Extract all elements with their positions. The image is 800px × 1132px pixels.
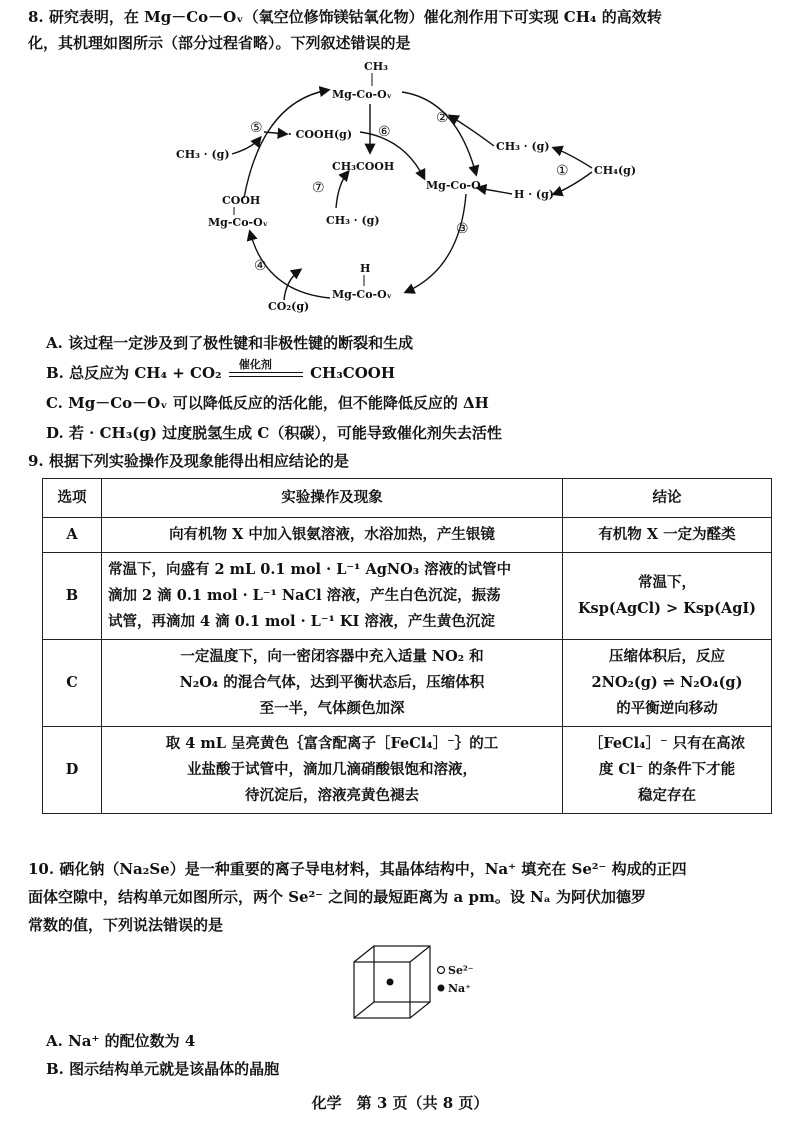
- op-line: N₂O₄ 的混合气体，达到平衡状态后，压缩体积: [179, 674, 485, 691]
- table-row-c: [43, 640, 772, 727]
- cooh-label: COOH: [222, 194, 261, 207]
- arrow-ch3-right-in: [450, 116, 494, 146]
- ch3-radical-left-label: CH₃ · (g): [176, 148, 230, 161]
- row-a-option: A: [43, 518, 102, 553]
- na-ion-dot: [387, 979, 394, 986]
- row-d-conclusion: [563, 727, 772, 814]
- cube-front-face: [354, 962, 410, 1018]
- concl-line: ［FeCl₄］⁻ 只有在高浓: [588, 735, 746, 752]
- concl-line: 的平衡逆向移动: [616, 700, 718, 717]
- se-legend-marker: [438, 967, 445, 974]
- crystal-cube-diagram: [340, 942, 510, 1024]
- op-line: 滴加 2 滴 0.1 mol · L⁻¹ NaCl 溶液，产生白色沉淀，振荡: [108, 587, 501, 604]
- equal-double-line: [229, 372, 303, 377]
- mechanism-diagram: [160, 58, 660, 320]
- table-row-d: [43, 727, 772, 814]
- page-footer: 化学 第 3 页（共 8 页）: [311, 1094, 489, 1112]
- op-line: 至一半，气体颜色加深: [259, 700, 405, 717]
- concl-line: 度 Cl⁻ 的条件下才能: [598, 761, 736, 778]
- cube-back-face: [374, 946, 430, 1002]
- se-legend-label: Se²⁻: [448, 964, 474, 977]
- q8-option-b: [46, 360, 395, 386]
- ch3-radical-right-label: CH₃ · (g): [496, 140, 550, 153]
- step-3-marker: ③: [456, 221, 469, 237]
- q8-stem-line1: 8. 研究表明，在 Mg－Co－Oᵥ（氧空位修饰镁钴氧化物）催化剂作用下可实现 CH₄ 的高效转: [28, 8, 662, 26]
- na-legend-label: Na⁺: [448, 982, 471, 995]
- row-c-option: C: [43, 640, 102, 727]
- q10-option-b: B. 图示结构单元就是该晶体的晶胞: [46, 1060, 280, 1078]
- row-b-operation: [102, 553, 563, 640]
- op-line: 一定温度下，向一密闭容器中充入适量 NO₂ 和: [180, 648, 484, 665]
- step-6-marker: ⑥: [378, 124, 391, 140]
- catalyst-right-label: Mg-Co-Oᵥ: [426, 179, 487, 192]
- header-conclusion: 结论: [563, 479, 772, 518]
- ch3-radical-inner-label: CH₃ · (g): [326, 214, 380, 227]
- q10-option-a: A. Na⁺ 的配位数为 4: [46, 1032, 196, 1050]
- cube-edge: [354, 1002, 374, 1018]
- concl-line: 稳定存在: [638, 787, 696, 804]
- concl-line: Ksp(AgCl) > Ksp(AgI): [577, 600, 757, 617]
- q10-stem-line1: 10. 硒化钠（Na₂Se）是一种重要的离子导电材料，其晶体结构中，Na⁺ 填充在 Se²⁻ 构成的正四: [28, 860, 687, 878]
- row-a-conclusion: [563, 518, 772, 553]
- op-line: 常温下，向盛有 2 mL 0.1 mol · L⁻¹ AgNO₃ 溶液的试管中: [108, 561, 512, 578]
- catalyst-left-label: Mg-Co-Oᵥ: [208, 216, 269, 229]
- table-row-a: [43, 518, 772, 553]
- op-line: 取 4 mL 呈亮黄色｛富含配离子［FeCl₄］⁻｝的工: [165, 735, 499, 752]
- row-d-option: D: [43, 727, 102, 814]
- cooh-gas-label: · COOH(g): [288, 128, 353, 141]
- arrow-step7: [336, 172, 348, 208]
- q8-option-d: D. 若 · CH₃(g) 过度脱氢生成 C（积碳），可能导致催化剂失去活性: [46, 424, 502, 442]
- concl-line: 2NO₂(g) ⇌ N₂O₄(g): [591, 674, 743, 691]
- q8-option-b-product: CH₃COOH: [310, 364, 396, 382]
- cube-edge: [410, 946, 430, 962]
- row-c-conclusion: [563, 640, 772, 727]
- table-header-row: [43, 479, 772, 518]
- catalyst-arrow: [227, 358, 305, 384]
- step-7-marker: ⑦: [312, 180, 325, 196]
- concl-line: 压缩体积后，反应: [609, 648, 725, 665]
- arrow-ch3-left-in: [232, 138, 260, 154]
- step-4-marker: ④: [254, 258, 267, 274]
- header-operation: 实验操作及现象: [102, 479, 563, 518]
- q8-option-b-reactants: B. 总反应为 CH₄ + CO₂: [46, 364, 222, 382]
- cube-edge: [410, 1002, 430, 1018]
- op-line: 业盐酸于试管中，滴加几滴硝酸银饱和溶液，: [187, 761, 477, 778]
- q10-stem-line2: 面体空隙中，结构单元如图所示，两个 Se²⁻ 之间的最短距离为 a pm。设 Nₐ 为阿伏加德罗: [28, 888, 646, 906]
- q8-option-a: A. 该过程一定涉及到了极性键和非极性键的断裂和生成: [46, 334, 414, 352]
- ch4-gas-label: CH₄(g): [594, 164, 637, 177]
- op-line: 待沉淀后，溶液亮黄色褪去: [245, 787, 419, 804]
- q9-stem: 9. 根据下列实验操作及现象能得出相应结论的是: [28, 452, 349, 470]
- op-line: 向有机物 X 中加入银氨溶液，水浴加热，产生银镜: [169, 526, 495, 543]
- row-b-option: B: [43, 553, 102, 640]
- catalyst-label: 催化剂: [238, 358, 272, 371]
- na-legend-marker: [438, 985, 445, 992]
- row-d-operation: [102, 727, 563, 814]
- step-5-marker: ⑤: [250, 120, 263, 136]
- q8-stem-line2: 化，其机理如图所示（部分过程省略）。下列叙述错误的是: [28, 34, 411, 52]
- co2-gas-label: CO₂(g): [268, 300, 310, 313]
- op-line: 试管，再滴加 4 滴 0.1 mol · L⁻¹ KI 溶液，产生黄色沉淀: [108, 613, 495, 630]
- h-radical-label: H · (g): [514, 188, 554, 201]
- ch3cooh-label: CH₃COOH: [332, 160, 395, 173]
- row-b-conclusion: [563, 553, 772, 640]
- table-row-b: [43, 553, 772, 640]
- row-a-operation: [102, 518, 563, 553]
- h-bottom-label: H: [360, 262, 371, 275]
- step-1-marker: ①: [556, 163, 569, 179]
- arrow-right-to-bottom: [406, 194, 466, 292]
- q8-option-c: C. Mg－Co－Oᵥ 可以降低反应的活化能，但不能降低反应的 ΔH: [46, 394, 489, 412]
- header-option: 选项: [43, 479, 102, 518]
- q10-stem-line3: 常数的值，下列说法错误的是: [28, 916, 224, 934]
- catalyst-bottom-label: Mg-Co-Oᵥ: [332, 288, 393, 301]
- cube-edge: [354, 946, 374, 962]
- row-c-operation: [102, 640, 563, 727]
- ch3-top-label: CH₃: [364, 60, 388, 73]
- catalyst-top-label: Mg-Co-Oᵥ: [332, 88, 393, 101]
- concl-line: 常温下，: [638, 574, 696, 591]
- step-2-marker: ②: [436, 110, 449, 126]
- experiment-table: [42, 478, 772, 814]
- concl-line: 有机物 X 一定为醛类: [598, 526, 736, 543]
